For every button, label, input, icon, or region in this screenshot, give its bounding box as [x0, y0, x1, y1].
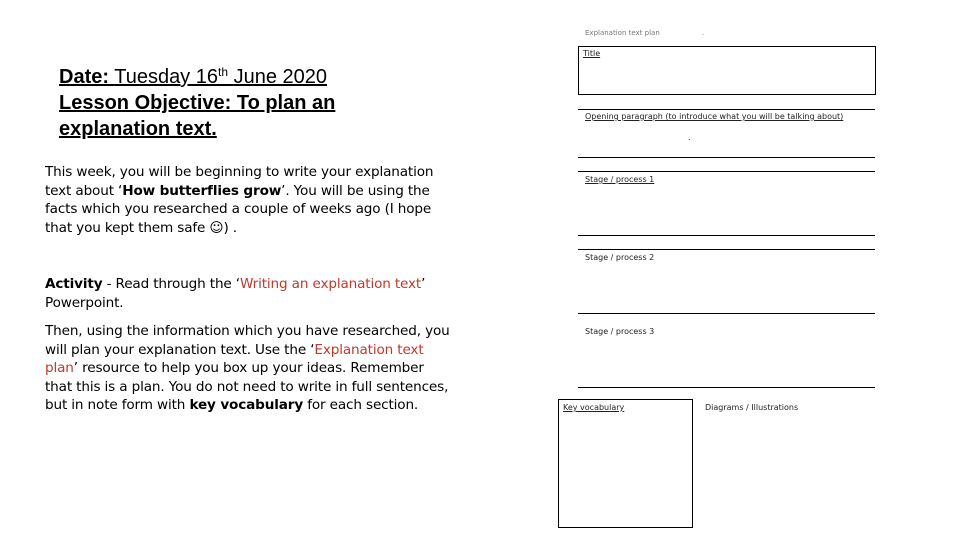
divider — [578, 313, 875, 314]
key-vocabulary-bold: key vocabulary — [189, 397, 304, 413]
stage2-label: Stage / process 2 — [585, 253, 655, 262]
key-vocabulary-label: Key vocabulary — [563, 403, 625, 412]
date-label: Date: — [59, 66, 110, 88]
instructions-paragraph: Then, using the information which you have researched, you will plan your explanation text. Use the ‘Explanation text plan’ resource to help you box up your ideas. Remember that this is a plan. You do not need to write in full sentences, but in note form with key vocabulary for each section. — [45, 323, 450, 413]
divider — [578, 171, 875, 172]
lesson-objective-line1: Lesson Objective: To plan an — [59, 92, 336, 114]
divider — [578, 387, 875, 388]
stage1-label: Stage / process 1 — [585, 175, 655, 184]
activity-label: Activity — [45, 276, 103, 292]
stage3-label: Stage / process 3 — [585, 327, 655, 336]
opening-paragraph-label: Opening paragraph (to introduce what you will be talking about) — [585, 112, 844, 121]
divider — [578, 249, 875, 250]
activity-paragraph: Activity - Read through the ‘Writing an explanation text’ Powerpoint. — [45, 276, 426, 311]
intro-paragraph: This week, you will be beginning to write your explanation text about ‘How butterflies grow’. You will be using the facts which you researched a couple of weeks ago (I hope that you kept them safe ☺) . — [45, 164, 434, 236]
title-label: Title — [583, 49, 601, 58]
date-month-year: June 2020 — [233, 66, 327, 88]
divider — [578, 157, 875, 158]
divider — [578, 235, 875, 236]
title-box — [578, 46, 876, 95]
key-vocabulary-box — [558, 399, 693, 528]
date-ordinal: th — [218, 65, 229, 79]
divider — [578, 109, 875, 110]
opening-dot: . — [688, 133, 691, 142]
smiley-icon: ☺ — [209, 219, 224, 236]
date-text: Tuesday 16 — [114, 66, 218, 88]
resource-title: Explanation text plan — [45, 341, 424, 376]
date-line — [59, 64, 439, 90]
powerpoint-title: Writing an explanation text — [239, 276, 422, 292]
plan-header-dot: . — [702, 29, 705, 37]
plan-header: Explanation text plan — [585, 29, 660, 37]
diagrams-label: Diagrams / Illustrations — [705, 403, 799, 412]
topic-bold: How butterflies grow — [122, 182, 282, 199]
lesson-objective-line2: explanation text. — [59, 118, 217, 140]
lesson-heading — [59, 64, 439, 142]
